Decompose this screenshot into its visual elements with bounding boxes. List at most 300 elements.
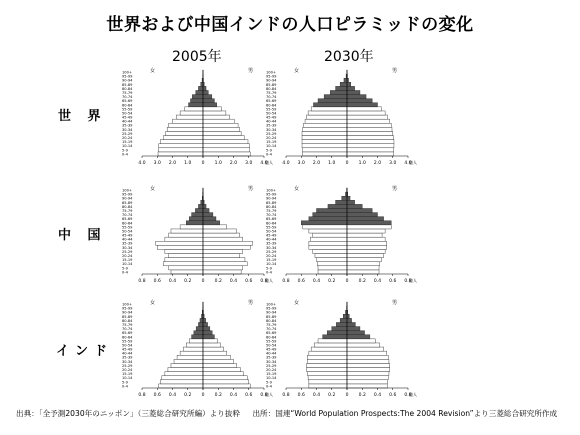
age-tick-label: 15-19 (266, 372, 277, 377)
age-tick-label: 30-34 (122, 245, 133, 250)
male-bar (347, 111, 385, 115)
age-tick-label: 15-19 (266, 140, 277, 145)
age-tick-label: 45-49 (266, 115, 277, 120)
male-bar (203, 262, 247, 266)
age-tick-label: 30-34 (266, 245, 277, 250)
male-bar (203, 90, 208, 94)
male-bar (347, 221, 391, 225)
age-tick-label: 45-49 (122, 347, 133, 352)
female-bar (308, 111, 347, 115)
x-tick-label: 0.2 (358, 279, 366, 284)
age-tick-label: 50-54 (122, 343, 133, 348)
age-tick-label: 65-69 (266, 217, 277, 222)
female-bar (309, 217, 347, 221)
age-tick-label: 35-39 (266, 241, 277, 246)
male-label: 男 (248, 186, 254, 192)
unit-label: 億人 (265, 392, 273, 397)
age-tick-label: 95-99 (122, 192, 133, 197)
male-bar (347, 331, 365, 335)
male-bar (203, 152, 250, 156)
female-bar (318, 270, 347, 274)
male-bar (347, 144, 394, 148)
x-tick-label: 2.0 (229, 161, 238, 166)
female-bar (177, 355, 203, 359)
male-bar (347, 115, 387, 119)
female-bar (195, 208, 203, 212)
male-bar (347, 335, 370, 339)
female-bar (303, 225, 347, 229)
female-bar (313, 233, 347, 237)
female-bar (196, 90, 203, 94)
female-bar (309, 229, 347, 233)
male-bar (347, 254, 384, 258)
male-bar (203, 249, 243, 253)
female-bar (168, 368, 203, 372)
x-tick-label: 0.4 (312, 393, 321, 398)
male-bar (347, 343, 380, 347)
female-bar (198, 322, 203, 326)
male-bar (347, 140, 394, 144)
male-bar (347, 86, 355, 90)
female-bar (330, 90, 347, 94)
age-tick-label: 15-19 (122, 140, 133, 145)
female-bar (340, 82, 347, 86)
age-tick-label: 85-89 (122, 82, 133, 87)
female-bar (307, 115, 347, 119)
age-tick-label: 70-74 (122, 327, 133, 332)
female-bar (313, 213, 347, 217)
age-tick-label: 85-89 (122, 314, 133, 319)
female-bar (302, 148, 347, 152)
female-bar (309, 380, 347, 384)
male-bar (203, 86, 206, 90)
x-tick-label: 0.6 (153, 279, 161, 284)
female-bar (336, 86, 347, 90)
male-bar (203, 322, 208, 326)
age-tick-label: 10-14 (122, 376, 133, 381)
age-tick-label: 20-24 (266, 368, 277, 373)
male-bar (203, 363, 237, 367)
age-tick-label: 85-89 (266, 314, 277, 319)
age-tick-label: 5-9 (266, 266, 272, 271)
male-bar (347, 376, 388, 380)
female-bar (186, 221, 203, 225)
age-tick-label: 90-94 (122, 78, 133, 83)
age-tick-label: 15-19 (122, 372, 133, 377)
male-bar (203, 127, 240, 131)
female-bar (162, 376, 203, 380)
female-bar (308, 376, 347, 380)
male-bar (203, 339, 217, 343)
male-label: 男 (392, 68, 398, 74)
female-label: 女 (294, 68, 300, 74)
age-tick-label: 100+ (266, 302, 276, 307)
age-tick-label: 60-64 (122, 221, 133, 226)
age-tick-label: 50-54 (266, 111, 277, 116)
age-tick-label: 0-4 (266, 152, 272, 157)
female-bar (167, 127, 203, 131)
female-bar (332, 327, 347, 331)
male-bar (347, 347, 384, 351)
age-tick-label: 80-84 (266, 318, 277, 323)
female-bar (159, 144, 203, 148)
female-bar (342, 196, 347, 200)
x-tick-label: 4.0 (404, 161, 412, 166)
x-tick-label: 0.6 (297, 393, 305, 398)
age-tick-label: 90-94 (266, 196, 277, 201)
female-bar (159, 148, 203, 152)
female-bar (313, 249, 347, 253)
female-bar (311, 347, 347, 351)
age-tick-label: 95-99 (122, 306, 133, 311)
age-tick-label: 70-74 (266, 95, 277, 100)
male-bar (347, 258, 381, 262)
age-tick-label: 40-44 (266, 237, 277, 242)
age-tick-label: 40-44 (122, 351, 133, 356)
x-tick-label: 0.4 (373, 393, 382, 398)
male-bar (347, 208, 372, 212)
male-bar (203, 99, 214, 103)
female-bar (160, 380, 203, 384)
male-bar (347, 217, 384, 221)
age-tick-label: 60-64 (122, 335, 133, 340)
unit-label: 億人 (265, 160, 273, 165)
female-bar (303, 127, 347, 131)
female-bar (185, 107, 203, 111)
male-bar (203, 107, 221, 111)
age-tick-label: 75-79 (266, 322, 277, 327)
female-bar (327, 331, 347, 335)
age-tick-label: 55-59 (266, 107, 277, 112)
male-bar (347, 359, 389, 363)
male-bar (203, 237, 243, 241)
pyramid-india-2005 (118, 294, 273, 406)
female-bar (165, 249, 203, 253)
x-tick-label: 0.6 (389, 279, 397, 284)
age-tick-label: 15-19 (266, 258, 277, 263)
x-tick-label: 3.0 (245, 161, 253, 166)
source-footer (16, 408, 572, 419)
column-header-2030: 2030年 (324, 49, 374, 65)
age-tick-label: 60-64 (122, 103, 133, 108)
x-tick-label: 0.8 (404, 393, 412, 398)
age-tick-label: 75-79 (266, 208, 277, 213)
age-tick-label: 40-44 (266, 119, 277, 124)
age-tick-label: 10-14 (266, 144, 277, 149)
female-bar (340, 318, 347, 322)
x-tick-label: 4.0 (138, 161, 146, 166)
male-bar (203, 123, 238, 127)
age-tick-label: 80-84 (122, 86, 133, 91)
male-bar (347, 384, 387, 388)
x-tick-label: 4.0 (282, 161, 290, 166)
unit-label: 億人 (265, 278, 273, 283)
age-tick-label: 25-29 (266, 249, 277, 254)
female-bar (163, 262, 203, 266)
male-bar (347, 266, 379, 270)
female-bar (171, 363, 203, 367)
x-tick-label: 2.0 (373, 161, 382, 166)
female-label: 女 (294, 186, 300, 192)
female-bar (317, 258, 348, 262)
age-tick-label: 70-74 (122, 95, 133, 100)
male-bar (203, 266, 243, 270)
age-tick-label: 35-39 (266, 355, 277, 360)
age-tick-label: 95-99 (266, 192, 277, 197)
male-bar (203, 95, 212, 99)
age-tick-label: 25-29 (122, 363, 133, 368)
unit-label: 億人 (409, 278, 417, 283)
female-bar (315, 254, 347, 258)
female-bar (158, 152, 203, 156)
female-bar (302, 144, 347, 148)
age-tick-label: 15-19 (122, 258, 133, 263)
female-bar (309, 241, 347, 245)
age-tick-label: 100+ (122, 188, 132, 193)
female-bar (318, 339, 347, 343)
male-bar (203, 221, 220, 225)
age-tick-label: 85-89 (122, 200, 133, 205)
age-tick-label: 65-69 (122, 99, 133, 104)
x-tick-label: 0.8 (138, 279, 146, 284)
female-bar (198, 204, 203, 208)
female-bar (186, 343, 203, 347)
age-tick-label: 5-9 (266, 148, 272, 153)
x-tick-label: 0.8 (260, 279, 268, 284)
male-bar (203, 258, 245, 262)
x-tick-label: 0.2 (214, 279, 222, 284)
male-bar (347, 245, 387, 249)
x-tick-label: 0.4 (229, 279, 238, 284)
age-tick-label: 25-29 (122, 131, 133, 136)
female-bar (344, 78, 347, 82)
age-tick-label: 65-69 (266, 99, 277, 104)
male-bar (347, 82, 351, 86)
male-bar (347, 249, 385, 253)
age-tick-label: 30-34 (122, 127, 133, 132)
female-bar (159, 384, 203, 388)
female-bar (200, 318, 203, 322)
x-tick-label: 0.2 (214, 393, 222, 398)
male-label: 男 (392, 186, 398, 192)
male-bar (203, 384, 250, 388)
male-bar (203, 372, 243, 376)
male-bar (347, 200, 355, 204)
age-tick-label: 50-54 (266, 343, 277, 348)
male-bar (347, 123, 391, 127)
female-bar (165, 258, 203, 262)
male-bar (203, 217, 216, 221)
female-bar (160, 140, 203, 144)
female-label: 女 (150, 68, 156, 74)
age-tick-label: 50-54 (266, 229, 277, 234)
age-tick-label: 45-49 (266, 233, 277, 238)
age-tick-label: 85-89 (266, 82, 277, 87)
age-tick-label: 35-39 (122, 355, 133, 360)
age-tick-label: 55-59 (122, 107, 133, 112)
female-bar (183, 347, 203, 351)
female-bar (165, 372, 203, 376)
age-tick-label: 35-39 (122, 241, 133, 246)
age-tick-label: 40-44 (266, 351, 277, 356)
male-bar (347, 339, 375, 343)
age-tick-label: 45-49 (266, 347, 277, 352)
male-bar (203, 225, 227, 229)
age-tick-label: 65-69 (122, 331, 133, 336)
female-bar (189, 103, 203, 107)
female-bar (309, 384, 347, 388)
age-tick-label: 0-4 (122, 384, 128, 389)
female-bar (157, 245, 203, 249)
x-tick-label: 0 (345, 393, 349, 398)
x-tick-label: 0.2 (358, 393, 366, 398)
row-label-world: 世 界 (58, 109, 107, 124)
male-bar (203, 318, 206, 322)
x-tick-label: 0.8 (282, 393, 290, 398)
female-bar (307, 372, 347, 376)
male-bar (203, 119, 234, 123)
female-label: 女 (150, 186, 156, 192)
x-tick-label: 0.8 (260, 393, 268, 398)
female-bar (192, 213, 203, 217)
age-tick-label: 0-4 (266, 384, 272, 389)
female-bar (171, 270, 203, 274)
age-tick-label: 5-9 (266, 380, 272, 385)
x-tick-label: 0.8 (282, 279, 290, 284)
male-bar (347, 322, 355, 326)
female-bar (165, 237, 203, 241)
age-tick-label: 60-64 (266, 103, 277, 108)
age-tick-label: 60-64 (266, 221, 277, 226)
female-bar (307, 359, 347, 363)
x-tick-label: 3.0 (153, 161, 161, 166)
female-bar (201, 200, 203, 204)
female-bar (343, 314, 347, 318)
male-bar (347, 237, 385, 241)
male-bar (347, 351, 387, 355)
female-bar (189, 339, 203, 343)
age-tick-label: 95-99 (122, 74, 133, 79)
male-bar (203, 351, 227, 355)
pyramid-world-2030 (262, 62, 417, 174)
age-tick-label: 20-24 (266, 254, 277, 259)
male-bar (203, 229, 237, 233)
age-tick-label: 25-29 (122, 249, 133, 254)
age-tick-label: 0-4 (266, 270, 272, 275)
male-bar (347, 136, 394, 140)
age-tick-label: 10-14 (266, 262, 277, 267)
female-bar (303, 152, 347, 156)
female-bar (169, 233, 203, 237)
female-bar (192, 95, 203, 99)
age-tick-label: 10-14 (122, 262, 133, 267)
age-tick-label: 25-29 (266, 131, 277, 136)
male-bar (347, 131, 393, 135)
age-tick-label: 10-14 (122, 144, 133, 149)
male-bar (203, 359, 234, 363)
age-tick-label: 30-34 (122, 359, 133, 364)
male-bar (347, 229, 385, 233)
age-tick-label: 65-69 (266, 331, 277, 336)
male-bar (203, 111, 226, 115)
male-bar (347, 262, 380, 266)
female-bar (302, 136, 347, 140)
male-bar (347, 103, 378, 107)
female-bar (156, 241, 203, 245)
age-tick-label: 90-94 (266, 310, 277, 315)
male-bar (203, 376, 247, 380)
male-label: 男 (392, 300, 398, 306)
x-tick-label: 0.8 (138, 393, 146, 398)
male-bar (347, 107, 381, 111)
female-bar (310, 237, 347, 241)
male-bar (203, 368, 240, 372)
x-tick-label: 3.0 (389, 161, 397, 166)
x-tick-label: 0.6 (245, 279, 253, 284)
female-bar (309, 245, 347, 249)
age-tick-label: 80-84 (266, 86, 277, 91)
male-bar (347, 90, 360, 94)
female-bar (307, 363, 347, 367)
male-bar (203, 148, 250, 152)
male-bar (203, 343, 221, 347)
male-bar (203, 347, 224, 351)
x-tick-label: 4.0 (260, 161, 268, 166)
age-tick-label: 55-59 (122, 339, 133, 344)
female-bar (318, 266, 347, 270)
age-tick-label: 20-24 (122, 136, 133, 141)
female-bar (309, 351, 347, 355)
unit-label: 億人 (409, 160, 417, 165)
x-tick-label: 0.2 (184, 393, 192, 398)
male-bar (347, 213, 378, 217)
female-label: 女 (294, 300, 300, 306)
male-bar (203, 380, 249, 384)
age-tick-label: 100+ (266, 188, 276, 193)
male-bar (347, 225, 391, 229)
female-bar (192, 335, 203, 339)
female-bar (174, 359, 203, 363)
age-tick-label: 100+ (122, 70, 132, 75)
x-tick-label: 0.2 (328, 393, 336, 398)
x-tick-label: 0.8 (404, 279, 412, 284)
age-tick-label: 95-99 (266, 306, 277, 311)
male-bar (203, 335, 214, 339)
female-bar (336, 200, 347, 204)
age-tick-label: 80-84 (122, 204, 133, 209)
age-tick-label: 20-24 (266, 136, 277, 141)
male-bar (347, 119, 390, 123)
male-bar (347, 148, 394, 152)
female-bar (302, 131, 347, 135)
age-tick-label: 50-54 (122, 229, 133, 234)
age-tick-label: 45-49 (122, 115, 133, 120)
pyramid-china-2005 (118, 180, 273, 292)
female-bar (313, 103, 347, 107)
x-tick-label: 1.0 (184, 161, 192, 166)
male-bar (203, 136, 244, 140)
age-tick-label: 80-84 (266, 204, 277, 209)
male-bar (347, 233, 382, 237)
age-tick-label: 5-9 (122, 148, 128, 153)
female-bar (194, 331, 203, 335)
x-tick-label: 0 (345, 279, 349, 284)
male-bar (347, 380, 387, 384)
age-tick-label: 35-39 (266, 123, 277, 128)
age-tick-label: 90-94 (122, 310, 133, 315)
x-tick-label: 0.6 (389, 393, 397, 398)
female-bar (180, 351, 203, 355)
